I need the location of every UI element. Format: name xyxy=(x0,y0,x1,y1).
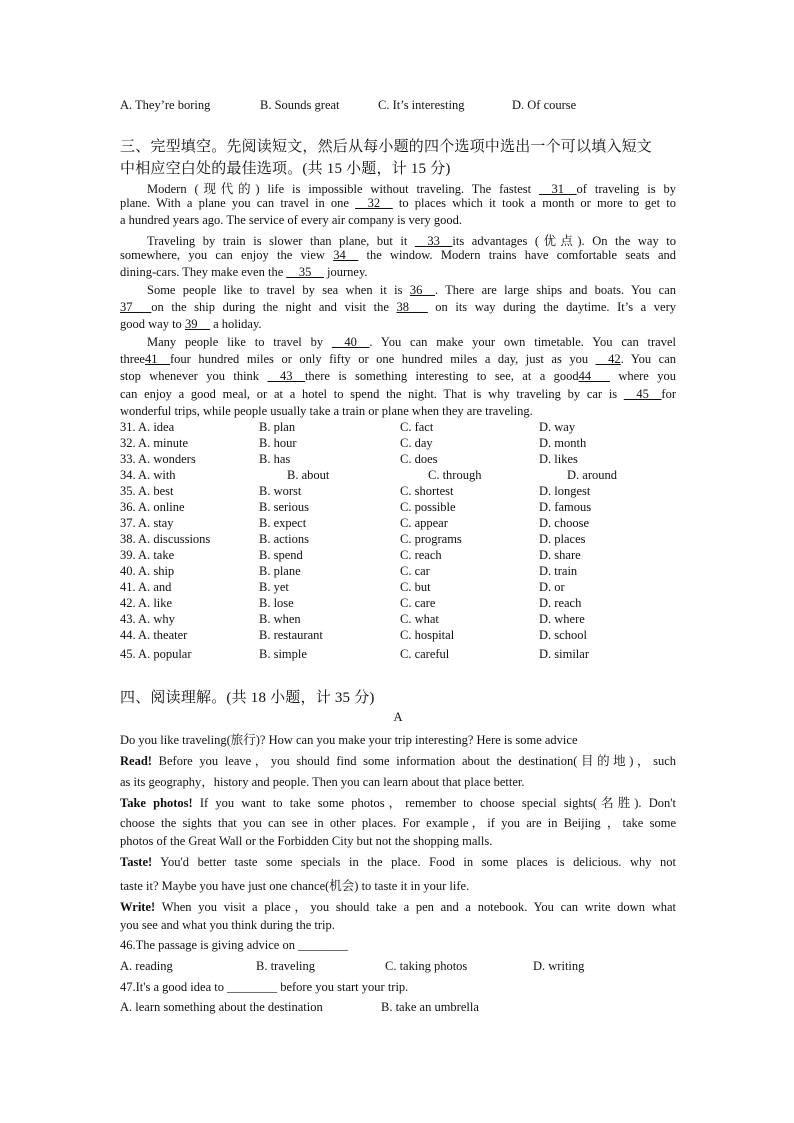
intro-line: Do you like traveling(旅行)? How can you make your trip interesting? Here is some advice xyxy=(120,733,578,747)
question-option-d: D. likes xyxy=(539,452,578,466)
question-option-b: B. hour xyxy=(259,436,297,450)
blank-34: 34__ xyxy=(333,248,359,262)
q47-option-b: B. take an umbrella xyxy=(381,1000,479,1014)
q46-option-b: B. traveling xyxy=(256,959,316,973)
question-option-c: C. through xyxy=(428,468,482,482)
section3-title-line2: 中相应空白处的最佳选项。(共 15 小题，计 15 分) xyxy=(120,161,451,177)
question-option-b: B. actions xyxy=(259,532,309,546)
question-option-d: D. school xyxy=(539,628,587,642)
question-option-a: 43. A. why xyxy=(120,612,175,626)
prev-option-b: B. Sounds great xyxy=(260,98,340,112)
question-option-c: C. what xyxy=(400,612,439,626)
blank-39: 39__ xyxy=(184,317,210,331)
q46-option-c: C. taking photos xyxy=(385,959,468,973)
section3-title-line1: 三、完型填空。先阅读短文，然后从每小题的四个选项中选出一个可以填入短文 xyxy=(120,139,653,155)
question-option-a: 39. A. take xyxy=(120,548,175,562)
question-option-a: 37. A. stay xyxy=(120,516,174,530)
question-option-c: C. reach xyxy=(400,548,442,562)
advice-photos-cont: choose the sights that you can see in other places. For example，if you are in Beijing ，take some xyxy=(120,816,676,830)
blank-32: __32__ xyxy=(355,196,393,210)
question-option-a: 42. A. like xyxy=(120,596,173,610)
question-option-b: B. expect xyxy=(259,516,307,530)
passage-line: wonderful trips, while people usually take a train or plane when they are traveling. xyxy=(120,404,533,418)
passage-line: Traveling by train is slower than plane, but it __33__its advantages (优点). On the way to xyxy=(147,234,676,248)
blank-35: __35__ xyxy=(286,265,324,279)
passage-line: 37___on the ship during the night and visit the 38___ on its way during the daytime. It’s a very xyxy=(120,300,676,314)
advice-taste: Taste! You'd better taste some specials in the place. Food in some places is delicious. why not xyxy=(120,855,676,869)
prev-option-d: D. Of course xyxy=(512,98,577,112)
question-option-c: C. programs xyxy=(400,532,462,546)
question-option-c: C. possible xyxy=(400,500,456,514)
question-option-c: C. care xyxy=(400,596,436,610)
advice-write-cont: you see and what you think during the trip. xyxy=(120,918,335,932)
advice-photos-cont: photos of the Great Wall or the Forbidden City but not the shopping malls. xyxy=(120,834,493,848)
question-option-d: D. places xyxy=(539,532,586,546)
question-option-b: B. plan xyxy=(259,420,296,434)
question-option-b: B. lose xyxy=(259,596,294,610)
question-option-b: B. restaurant xyxy=(259,628,323,642)
passage-line: good way to 39__ a holiday. xyxy=(120,317,262,331)
blank-40: __40__ xyxy=(331,335,370,349)
question-option-d: D. longest xyxy=(539,484,591,498)
passage-line: can enjoy a good meal, or at a hotel to spend the night. That is why traveling by car is __45__for xyxy=(120,387,676,401)
question-option-c: C. shortest xyxy=(400,484,454,498)
question-option-a: 41. A. and xyxy=(120,580,172,594)
question-option-d: D. or xyxy=(539,580,565,594)
question-option-c: C. appear xyxy=(400,516,448,530)
prev-option-a: A. They’re boring xyxy=(120,98,211,112)
question-option-d: D. similar xyxy=(539,647,589,661)
question-option-a: 34. A. with xyxy=(120,468,176,482)
question-option-a: 35. A. best xyxy=(120,484,174,498)
passage-line: a hundred years ago. The service of every air company is very good. xyxy=(120,213,463,227)
q46-option-d: D. writing xyxy=(533,959,585,973)
passage-line: three41__four hundred miles or only fifty or one hundred miles a day, just as you __42. You can xyxy=(120,352,676,366)
blank-37: 37___ xyxy=(120,300,152,314)
passage-line: plane. With a plane you can travel in one __32__ to places which it took a month or more to get to xyxy=(120,196,676,210)
passage-line: Some people like to travel by sea when it is 36__. There are large ships and boats. You can xyxy=(147,283,676,297)
passage-line: somewhere, you can enjoy the view 34__ the window. Modern trains have comfortable seats and xyxy=(120,248,676,262)
question-option-c: C. careful xyxy=(400,647,450,661)
question-option-c: C. but xyxy=(400,580,431,594)
advice-taste-cont: taste it? Maybe you have just one chance(机会) to taste it in your life. xyxy=(120,879,470,893)
question-option-b: B. simple xyxy=(259,647,307,661)
blank-43: __43__ xyxy=(267,369,305,383)
question-option-c: C. car xyxy=(400,564,430,578)
question-option-d: D. train xyxy=(539,564,578,578)
question-option-c: C. does xyxy=(400,452,438,466)
question-option-a: 44. A. theater xyxy=(120,628,188,642)
blank-42: __42 xyxy=(595,352,621,366)
question-option-a: 45. A. popular xyxy=(120,647,192,661)
q46-option-a: A. reading xyxy=(120,959,173,973)
question-46-stem: 46.The passage is giving advice on ________ xyxy=(120,938,349,952)
blank-45: __45__ xyxy=(623,387,662,401)
passage-label: A xyxy=(393,710,403,724)
question-option-c: C. hospital xyxy=(400,628,455,642)
q47-option-a: A. learn something about the destination xyxy=(120,1000,323,1014)
blank-44: 44___ xyxy=(578,369,610,383)
question-option-b: B. yet xyxy=(259,580,289,594)
question-option-d: D. way xyxy=(539,420,576,434)
question-option-d: D. month xyxy=(539,436,587,450)
question-option-b: B. when xyxy=(259,612,301,626)
question-option-a: 40. A. ship xyxy=(120,564,175,578)
advice-read-cont: as its geography，history and people. Then you can learn about that place better. xyxy=(120,775,525,789)
question-option-c: C. fact xyxy=(400,420,434,434)
question-option-a: 32. A. minute xyxy=(120,436,189,450)
question-option-a: 33. A. wonders xyxy=(120,452,196,466)
question-option-c: C. day xyxy=(400,436,433,450)
question-option-b: B. about xyxy=(287,468,330,482)
prev-option-c: C. It’s interesting xyxy=(378,98,465,112)
blank-36: 36__ xyxy=(409,283,435,297)
passage-line: Modern (现代的) life is impossible without traveling. The fastest __31__of traveling is by xyxy=(147,182,676,196)
question-option-a: 31. A. idea xyxy=(120,420,175,434)
passage-line: Many people like to travel by __40__. You can make your own timetable. You can travel xyxy=(147,335,676,349)
passage-line: dining-cars. They make even the __35__ journey. xyxy=(120,265,368,279)
blank-38: 38___ xyxy=(396,300,428,314)
blank-33: __33__ xyxy=(414,234,453,248)
question-option-d: D. around xyxy=(567,468,617,482)
question-option-b: B. spend xyxy=(259,548,303,562)
question-option-d: D. famous xyxy=(539,500,592,514)
question-option-d: D. reach xyxy=(539,596,582,610)
blank-41: 41__ xyxy=(144,352,170,366)
passage-line: stop whenever you think __43__there is something interesting to see, at a good44___ where you xyxy=(120,369,676,383)
question-47-stem: 47.It's a good idea to ________ before you start your trip. xyxy=(120,980,409,994)
question-option-b: B. worst xyxy=(259,484,302,498)
question-option-b: B. has xyxy=(259,452,291,466)
blank-31: __31__ xyxy=(539,182,577,196)
question-option-b: B. serious xyxy=(259,500,309,514)
question-option-d: D. share xyxy=(539,548,581,562)
section4-title: 四、阅读理解。(共 18 小题，计 35 分) xyxy=(120,690,375,706)
advice-write: Write! When you visit a place，you should take a pen and a notebook. You can write down what xyxy=(120,900,676,914)
question-option-d: D. choose xyxy=(539,516,589,530)
question-option-d: D. where xyxy=(539,612,585,626)
question-option-b: B. plane xyxy=(259,564,301,578)
question-option-a: 38. A. discussions xyxy=(120,532,211,546)
advice-read: Read! Before you leave，you should find some information about the destination(目的地)，such xyxy=(120,754,676,768)
advice-photos: Take photos! If you want to take some photos，remember to choose special sights(名胜). Don't xyxy=(120,796,676,810)
question-option-a: 36. A. online xyxy=(120,500,185,514)
